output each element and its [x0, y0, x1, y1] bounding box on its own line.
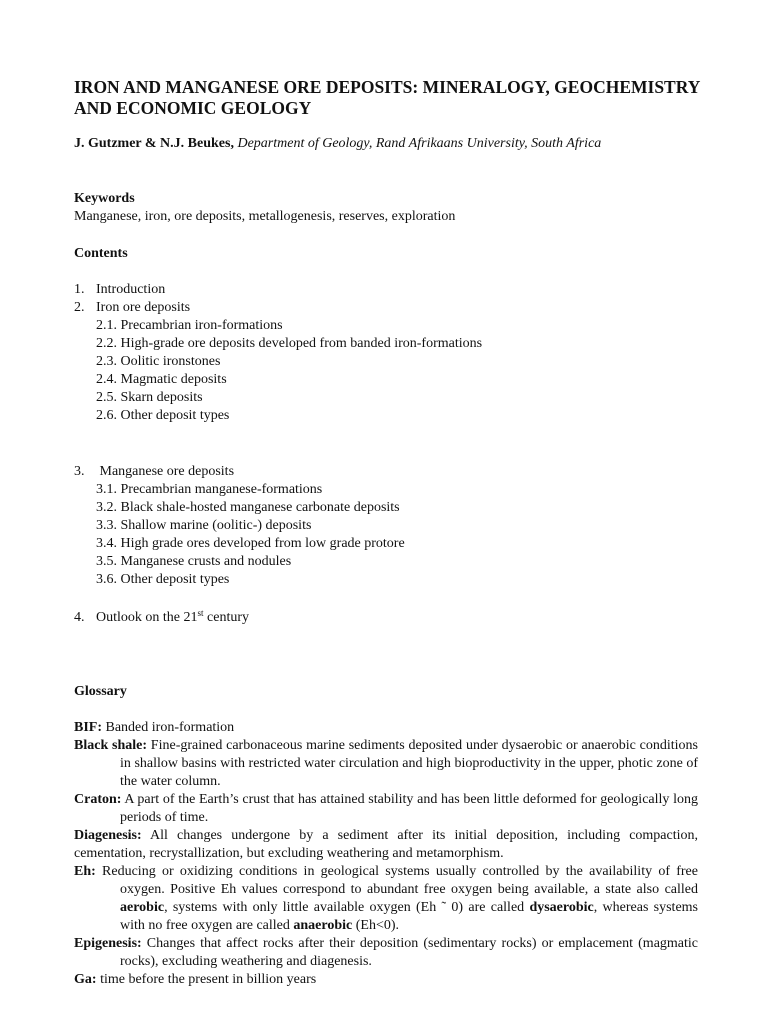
- contents-list-iron: [74, 281, 482, 425]
- toc-subitem: 2.1. Precambrian iron-formations: [96, 318, 283, 333]
- toc-subitem: 2.5. Skarn deposits: [96, 390, 203, 405]
- contents-list-outlook: [74, 609, 249, 627]
- toc-item: [74, 463, 405, 481]
- glossary-definition: Reducing or oxidizing conditions in geological systems usually controlled by the availability of free oxygen. Positive Eh values correspond to abundant free oxygen being available, a state also called: [95, 864, 698, 897]
- toc-subitem: 3.3. Shallow marine (oolitic-) deposits: [96, 518, 312, 533]
- glossary-term: Diagenesis:: [74, 828, 142, 843]
- glossary-entry-eh: [74, 863, 698, 935]
- glossary-definition: All changes undergone by a sediment after its initial deposition, including compaction, cementation, recrystallization, but excluding weathering and metamorphism.: [74, 828, 698, 861]
- author-names: J. Gutzmer & N.J. Beukes,: [74, 136, 234, 151]
- toc-number: 1.: [74, 282, 85, 297]
- keywords-heading: Keywords: [74, 191, 135, 206]
- contents-heading: Contents: [74, 246, 128, 261]
- toc-label-end: century: [203, 610, 249, 625]
- toc-label: Outlook on the 21: [96, 610, 198, 625]
- glossary-entry-black-shale: [74, 737, 698, 791]
- glossary-term: Ga:: [74, 972, 97, 987]
- ordinal-suffix: st: [197, 608, 204, 618]
- glossary-emphasis: aerobic: [120, 900, 165, 915]
- glossary-definition: Banded iron-formation: [102, 720, 235, 735]
- glossary-emphasis: dysaerobic: [529, 900, 594, 915]
- glossary-definition: , systems with only little available oxygen (Eh ˜ 0) are called: [164, 900, 530, 915]
- toc-item: [74, 299, 482, 317]
- toc-label: Introduction: [96, 282, 166, 297]
- glossary-term: BIF:: [74, 720, 102, 735]
- glossary-entry-craton: [74, 791, 698, 827]
- glossary-term: Epigenesis:: [74, 936, 142, 951]
- glossary-definition: Fine-grained carbonaceous marine sediments deposited under dysaerobic or anaerobic conditions in shallow basins with restricted water circulation and high bioproductivity in the upper, photic zone of the water column.: [120, 738, 698, 789]
- toc-number: 3.: [74, 464, 85, 479]
- glossary-definition: Changes that affect rocks after their deposition (sedimentary rocks) or emplacement (magmatic rocks), excluding weathering and diagenesis.: [120, 936, 698, 969]
- contents-list-manganese: [74, 463, 405, 589]
- toc-subitem: 2.3. Oolitic ironstones: [96, 354, 221, 369]
- glossary-definition: (Eh<0).: [352, 918, 400, 933]
- keywords-text: Manganese, iron, ore deposits, metallogenesis, reserves, exploration: [74, 209, 456, 224]
- toc-subitem: 3.6. Other deposit types: [96, 572, 230, 587]
- toc-item: [74, 281, 482, 299]
- toc-label: Iron ore deposits: [96, 300, 191, 315]
- glossary-term: Craton:: [74, 792, 122, 807]
- toc-subitem: 3.5. Manganese crusts and nodules: [96, 554, 292, 569]
- toc-subitem: 2.2. High-grade ore deposits developed from banded iron-formations: [96, 336, 483, 351]
- toc-subitem: 2.6. Other deposit types: [96, 408, 230, 423]
- glossary-definition: , whereas systems with no free oxygen are called: [120, 900, 698, 933]
- toc-subitem: 3.4. High grade ores developed from low grade protore: [96, 536, 405, 551]
- glossary-emphasis: anaerobic: [293, 918, 353, 933]
- glossary-list: [74, 719, 698, 989]
- glossary-entry-epigenesis: [74, 935, 698, 971]
- toc-item: [74, 609, 249, 627]
- author-line: [74, 135, 694, 153]
- glossary-entry-diagenesis: [74, 827, 698, 863]
- glossary-definition: A part of the Earth’s crust that has attained stability and has been little deformed for geologically long periods of time.: [120, 792, 698, 825]
- toc-number: 4.: [74, 610, 85, 625]
- glossary-entry-ga: [74, 971, 698, 989]
- glossary-term: Black shale:: [74, 738, 148, 753]
- toc-number: 2.: [74, 300, 85, 315]
- glossary-entry-bif: [74, 719, 698, 737]
- toc-subitem: 3.1. Precambrian manganese-formations: [96, 482, 323, 497]
- toc-label: Manganese ore deposits: [96, 464, 235, 479]
- author-affiliation: Department of Geology, Rand Afrikaans University, South Africa: [237, 136, 602, 151]
- toc-subitem: 2.4. Magmatic deposits: [96, 372, 227, 387]
- glossary-term: Eh:: [74, 864, 96, 879]
- glossary-definition: time before the present in billion years: [96, 972, 317, 987]
- toc-subitem: 3.2. Black shale-hosted manganese carbonate deposits: [96, 500, 400, 515]
- document-title: IRON AND MANGANESE ORE DEPOSITS: MINERALOGY, GEOCHEMISTRY AND ECONOMIC GEOLOGY: [74, 77, 700, 118]
- glossary-heading: Glossary: [74, 684, 127, 699]
